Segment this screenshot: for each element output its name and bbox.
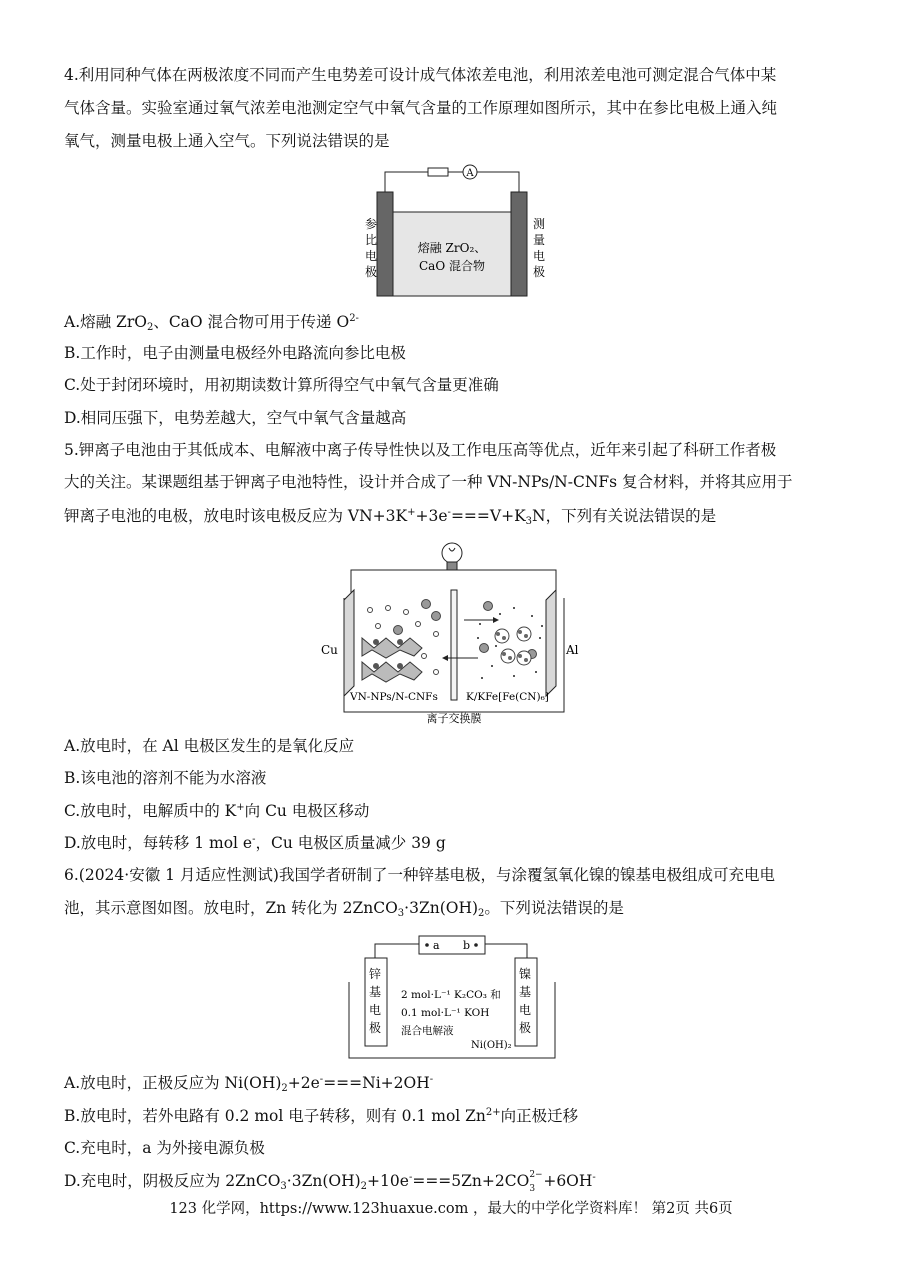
- svg-text:量: 量: [533, 233, 546, 247]
- q5-option-d: D.放电时，每转移 1 mol e-，Cu 电极区质量减少 39 g: [64, 834, 446, 852]
- q5-option-b: B.该电池的溶剂不能为水溶液: [64, 769, 267, 787]
- q4-stem-line2: 气体含量。实验室通过氧气浓差电池测定空气中氧气含量的工作原理如图所示，其中在参比电极上通入纯: [64, 99, 778, 117]
- q6-option-c: C.充电时，a 为外接电源负极: [64, 1139, 265, 1157]
- q5-option-a: A.放电时，在 Al 电极区发生的是氧化反应: [64, 737, 355, 755]
- q6-stem-line1: 6.(2024·安徽 1 月适应性测试)我国学者研制了一种锌基电极，与涂覆氢氧化镍的镍基电极组成可充电电: [64, 866, 775, 884]
- vn-material-label: VN-NPs/N-CNFs: [350, 691, 438, 703]
- al-electrode: [546, 590, 556, 696]
- solution-label-3: 混合电解液: [401, 1025, 454, 1037]
- svg-text:电: 电: [369, 1003, 382, 1017]
- q4-option-a: A.熔融 ZrO$_2$、CaO 混合物可用于传递 $O^{2-}$: [64, 313, 359, 333]
- q6-option-b: B.放电时，若外电路有 0.2 mol 电子转移，则有 0.1 mol $Zn^{2+}$向正极迁移: [64, 1107, 579, 1125]
- electrolyte-label-1: 熔融 ZrO₂、: [417, 241, 487, 255]
- q4-option-b: B.工作时，电子由测量电极经外电路流向参比电极: [64, 344, 406, 362]
- svg-text:镍: 镍: [519, 967, 532, 981]
- svg-text:基: 基: [519, 985, 532, 999]
- q4-figure: [345, 160, 565, 302]
- kfe-material-label: K/KFe[Fe(CN)₆]: [466, 691, 549, 703]
- q4-left-label-1: 参: [365, 217, 378, 231]
- q4-option-d: D.相同压强下，电势差越大，空气中氧气含量越高: [64, 409, 407, 427]
- q5-stem-line3: 钾离子电池的电极，放电时该电极反应为 $VN+3K^++3e^-===V+K_3N$，下列有关说法错误的是: [64, 507, 717, 527]
- svg-text:极: 极: [365, 265, 378, 279]
- q5-stem-line2: 大的关注。某课题组基于钾离子电池特性，设计并合成了一种 VN-NPs/N-CNFs 复合材料，并将其应用于: [64, 473, 793, 491]
- q4-option-c: C.处于封闭环境时，用初期读数计算所得空气中氧气含量更准确: [64, 376, 499, 394]
- q5-figure: [318, 538, 590, 728]
- svg-text:电: 电: [519, 1003, 532, 1017]
- svg-text:电: 电: [533, 249, 546, 263]
- resistor: [428, 168, 448, 176]
- svg-text:电: 电: [365, 249, 378, 263]
- terminal-a-label: a: [433, 939, 440, 952]
- terminal-b-label: b: [463, 939, 471, 952]
- al-label: Al: [566, 643, 579, 657]
- q6-option-a: A.放电时，正极反应为 $Ni(OH)_2+2e^-===Ni+2OH^-$: [64, 1074, 434, 1094]
- page-footer: 123 化学网，https://www.123huaxue.com ，最大的中学化学资料库！ 第2页 共6页: [169, 1201, 733, 1217]
- q6-option-d: D.充电时，阴极反应为 $2ZnCO_3\cdot 3Zn(OH)_2+10e^-===5Zn+2CO$ 2− 3 +6OH-: [64, 1170, 596, 1194]
- q5-option-c: C.放电时，电解质中的 K+向 Cu 电极区移动: [64, 802, 370, 820]
- solution-label-2: 0.1 mol·L⁻¹ KOH: [401, 1007, 490, 1019]
- q6-stem-line2: 池，其示意图如图。放电时，Zn 转化为 $2ZnCO_3\cdot 3Zn(OH)_2$。下列说法错误的是: [64, 899, 624, 919]
- q4-right-label-1: 测: [533, 217, 546, 231]
- q6-figure: [345, 930, 560, 1062]
- q5-stem-line1: 5.钾离子电池由于其低成本、电解液中离子传导性快以及工作电压高等优点，近年来引起了科研工作者极: [64, 441, 777, 459]
- nickel-hydroxide-label: Ni(OH)₂: [471, 1040, 512, 1051]
- svg-text:比: 比: [365, 233, 378, 247]
- svg-text:极: 极: [533, 265, 546, 279]
- measuring-electrode: [511, 192, 527, 296]
- svg-text:A: A: [466, 168, 474, 179]
- reference-electrode: [377, 192, 393, 296]
- cu-electrode: [344, 590, 354, 696]
- svg-text:极: 极: [519, 1021, 532, 1035]
- solution-label-1: 2 mol·L⁻¹ K₂CO₃ 和: [401, 989, 501, 1001]
- q4-stem-line1: 4.利用同种气体在两极浓度不同而产生电势差可设计成气体浓差电池，利用浓差电池可测定混合气体中某: [64, 66, 777, 84]
- svg-text:基: 基: [369, 985, 382, 999]
- electrolyte-label-2: CaO 混合物: [419, 259, 485, 273]
- membrane-label: 离子交换膜: [426, 712, 482, 725]
- light-bulb-icon: [442, 543, 462, 563]
- svg-text:锌: 锌: [369, 967, 382, 981]
- q4-stem-line3: 氧气，测量电极上通入空气。下列说法错误的是: [64, 132, 390, 150]
- cu-label: Cu: [321, 643, 338, 657]
- svg-text:极: 极: [369, 1021, 382, 1035]
- ion-exchange-membrane: [451, 590, 457, 700]
